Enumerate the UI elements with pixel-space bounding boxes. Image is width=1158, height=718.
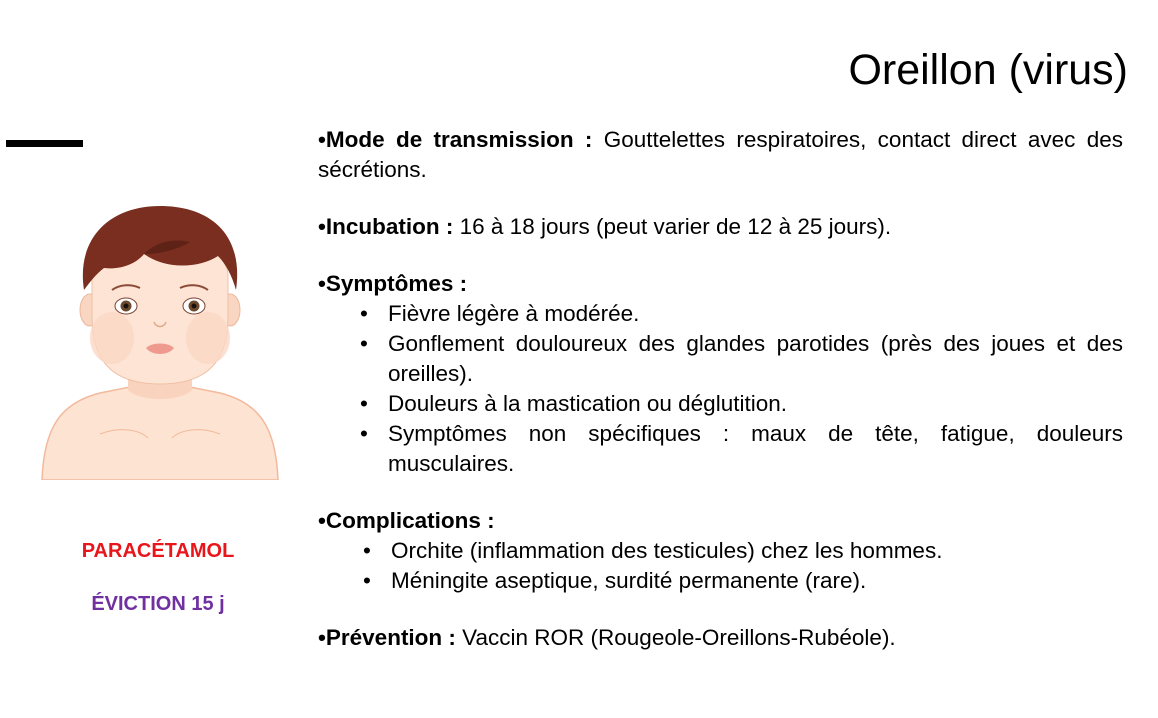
section-bullet: • xyxy=(318,508,326,533)
content-body xyxy=(318,125,1123,680)
section-label: Symptômes : xyxy=(325,271,468,296)
list-item-text: Douleurs à la mastication ou déglutition. xyxy=(388,391,787,416)
section-incubation xyxy=(318,212,1123,242)
symptoms-list xyxy=(318,299,1123,479)
list-item xyxy=(318,299,1123,329)
section-text: Vaccin ROR (Rougeole-Oreillons-Rubéole). xyxy=(455,625,896,650)
list-item-text: Méningite aseptique, surdité permanente (rare). xyxy=(391,568,867,593)
section-text: 16 à 18 jours (peut varier de 12 à 25 jours). xyxy=(453,214,892,239)
slide-title: Oreillon (virus) xyxy=(848,46,1128,94)
section-complications xyxy=(318,506,1123,596)
bullet-mark: • xyxy=(360,301,368,326)
section-label: Prévention : xyxy=(325,625,456,650)
section-transmission xyxy=(318,125,1123,185)
list-item-text: Fièvre légère à modérée. xyxy=(388,301,640,326)
list-item-text: Gonflement douloureux des glandes parotides (près des joues et des oreilles). xyxy=(388,331,1123,386)
list-item xyxy=(318,566,1123,596)
list-item xyxy=(318,329,1123,389)
section-bullet: • xyxy=(318,271,326,296)
section-bullet: • xyxy=(318,214,326,239)
accent-bar xyxy=(6,140,83,147)
treatment-note: PARACÉTAMOL xyxy=(81,540,235,562)
bullet-mark: • xyxy=(360,331,368,356)
bullet-mark: • xyxy=(363,538,371,563)
child-face-icon xyxy=(40,198,280,480)
eviction-note: ÉVICTION 15 j xyxy=(91,593,225,615)
section-bullet: • xyxy=(318,127,326,152)
complications-list xyxy=(318,536,1123,596)
child-face-illustration xyxy=(40,198,280,480)
list-item xyxy=(318,389,1123,419)
section-label: Mode de transmission : xyxy=(325,127,593,152)
section-bullet: • xyxy=(318,625,326,650)
list-item xyxy=(318,536,1123,566)
bullet-mark: • xyxy=(360,421,368,446)
bullet-mark: • xyxy=(363,568,371,593)
list-item xyxy=(318,419,1123,479)
bullet-mark: • xyxy=(360,391,368,416)
section-label: Complications : xyxy=(325,508,495,533)
section-prevention xyxy=(318,623,1123,653)
section-text: Gouttelettes respiratoires, contact direct avec des sécrétions. xyxy=(318,127,1123,182)
section-label: Incubation : xyxy=(325,214,454,239)
section-symptoms xyxy=(318,269,1123,479)
list-item-text: Symptômes non spécifiques : maux de tête, fatigue, douleurs musculaires. xyxy=(388,421,1123,476)
list-item-text: Orchite (inflammation des testicules) chez les hommes. xyxy=(391,538,943,563)
